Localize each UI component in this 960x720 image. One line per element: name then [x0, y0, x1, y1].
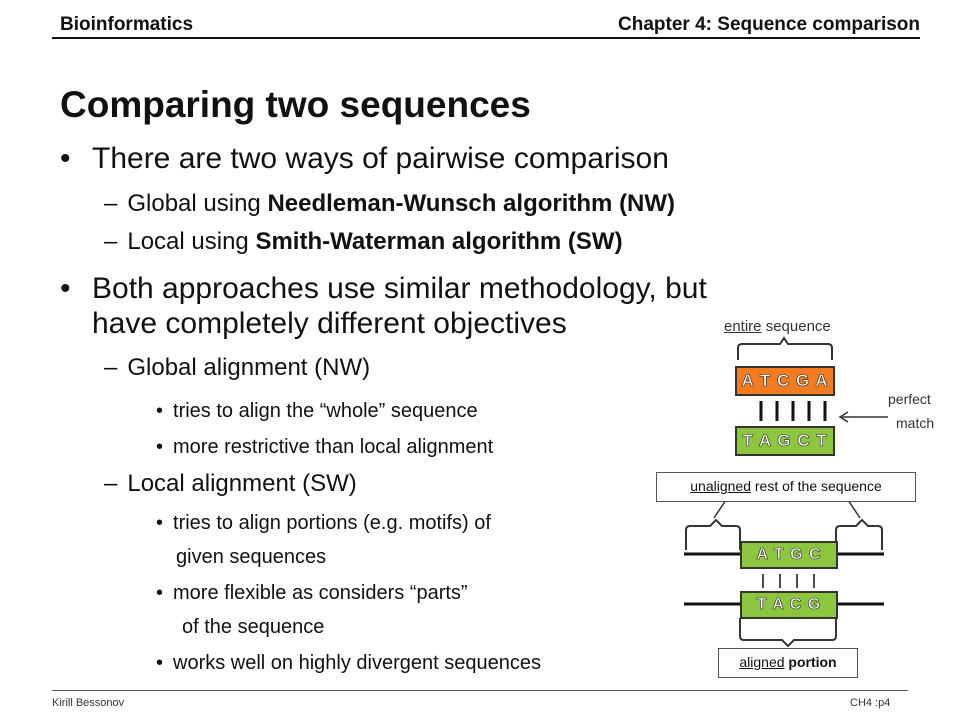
entire-word: entire	[724, 318, 762, 335]
local-item-2-text: more flexible as considers “parts”	[173, 582, 468, 604]
nw-algorithm: Needleman-Wunsch algorithm (NW)	[267, 190, 676, 217]
dash: –	[104, 228, 118, 255]
local-item-2-cont: of the sequence	[182, 616, 325, 638]
footer-rule	[52, 690, 908, 691]
unaligned-rest-text: rest of the sequence	[750, 478, 882, 494]
bullet-dot: •	[156, 436, 164, 458]
unaligned-arrow-left	[714, 500, 726, 518]
local-item-1-text: tries to align portions (e.g. motifs) of	[173, 512, 491, 534]
global-heading-text: Global alignment (NW)	[127, 354, 371, 381]
dash: –	[104, 354, 118, 381]
aligned-portion-label	[718, 648, 858, 678]
global-item-1-text: tries to align the “whole” sequence	[173, 400, 478, 422]
bullet-dot: •	[60, 142, 71, 175]
match-bars	[761, 401, 825, 421]
aligned-bracket	[740, 618, 836, 646]
top-sequence-text: A T C G A	[741, 371, 829, 390]
bullet-dot: •	[156, 400, 164, 422]
local-top-sequence-text: A T G C	[756, 546, 822, 563]
sub-text: Global using	[127, 190, 268, 217]
global-item-2-text: more restrictive than local alignment	[173, 436, 494, 458]
top-sequence-box	[735, 366, 835, 396]
header-chapter: Chapter 4: Sequence comparison	[618, 14, 920, 35]
bullet-dot: •	[156, 512, 164, 534]
bullet-dot: •	[156, 582, 164, 604]
perfect-label: perfect	[888, 391, 931, 407]
left-unaligned-bracket	[686, 520, 740, 550]
local-match-bars	[763, 574, 814, 588]
local-bottom-sequence-box	[740, 591, 838, 619]
sub-text: Local using	[127, 228, 256, 255]
match-label: match	[896, 415, 935, 431]
unaligned-word: unaligned	[690, 478, 751, 494]
bottom-sequence-text: T A G C T	[742, 431, 828, 450]
bullet-2-line1: Both approaches use similar methodology, but	[92, 272, 707, 305]
local-top-sequence-box	[740, 541, 838, 569]
bullet-2-line2: have completely different objectives	[92, 307, 567, 340]
unaligned-label	[656, 472, 916, 502]
portion-word: portion	[788, 654, 837, 670]
sw-algorithm: Smith-Waterman algorithm (SW)	[255, 228, 623, 255]
footer-page: CH4 :p4	[850, 697, 891, 709]
bottom-sequence-box	[735, 426, 835, 456]
local-item-3-text: works well on highly divergent sequences	[173, 652, 541, 674]
aligned-word: aligned	[739, 654, 785, 670]
bullet-dot: •	[156, 652, 164, 674]
footer-author: Kirill Bessonov	[52, 697, 125, 709]
local-item-1-cont: given sequences	[176, 546, 327, 568]
dash: –	[104, 190, 118, 217]
entire-bracket	[738, 338, 832, 360]
right-unaligned-bracket	[836, 520, 882, 550]
local-heading-text: Local alignment (SW)	[127, 470, 357, 497]
slide-title: Comparing two sequences	[60, 84, 531, 125]
unaligned-arrow-right	[848, 500, 860, 518]
sequence-word: sequence	[761, 318, 831, 335]
local-bottom-sequence-text: T A C G	[756, 596, 822, 613]
bullet-dot: •	[60, 272, 71, 305]
dash: –	[104, 470, 118, 497]
header-course: Bioinformatics	[60, 14, 194, 35]
bullet-1-text: There are two ways of pairwise comparison	[92, 142, 669, 175]
